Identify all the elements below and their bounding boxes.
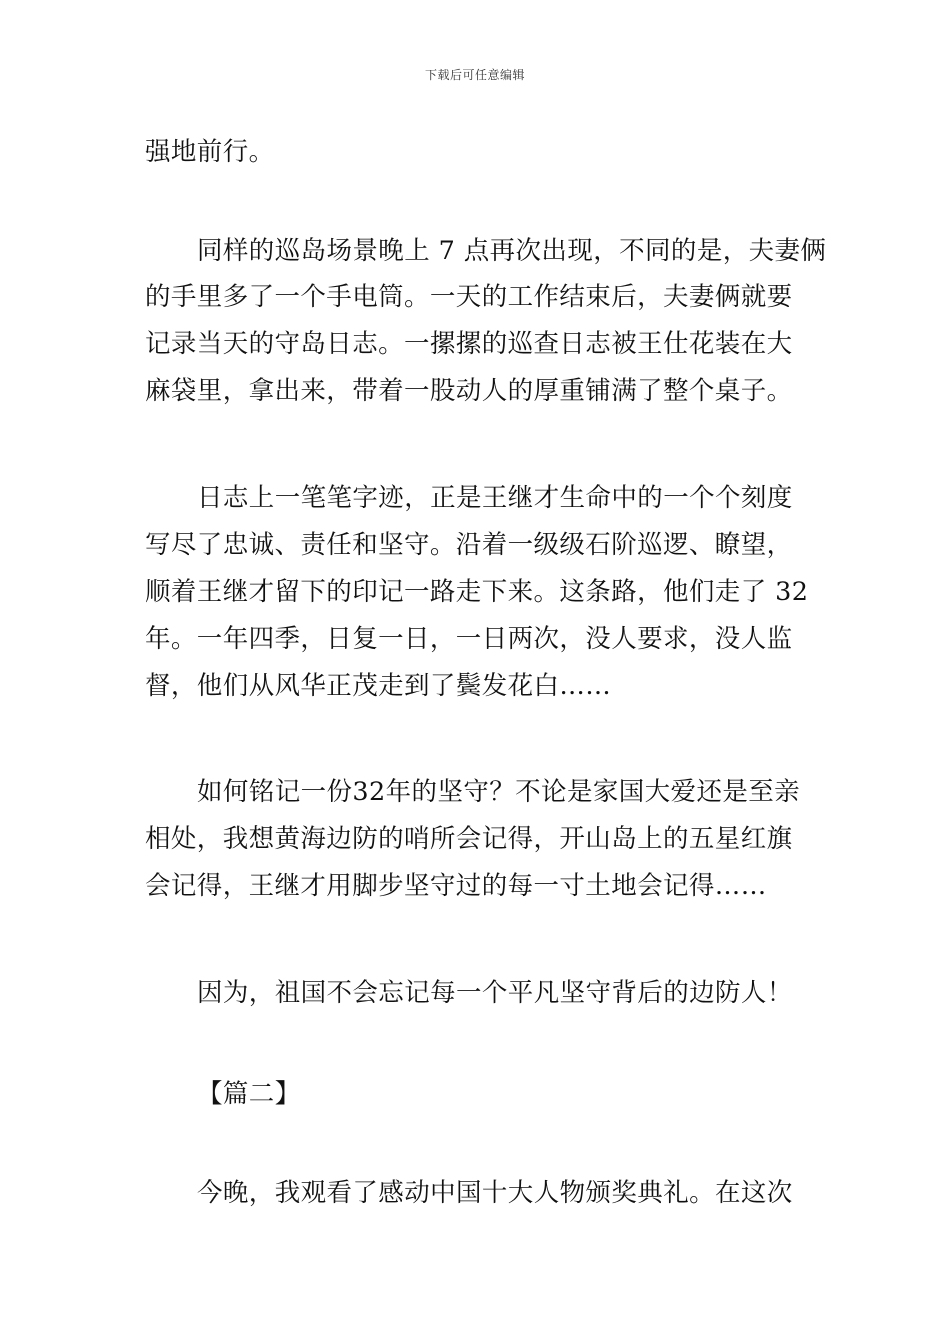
text-line: 督，他们从风华正茂走到了鬓发花白…… [145, 671, 612, 701]
text-line: 的手里多了一个手电筒。一天的工作结束后，夫妻俩就要 [145, 282, 793, 312]
paragraph-first-line: 同样的巡岛场景晚上 7 点再次出现，不同的是，夫妻俩 [197, 236, 827, 266]
text-line: 相处，我想黄海边防的哨所会记得，开山岛上的五星红旗 [145, 824, 793, 854]
section-heading: 【篇二】 [197, 1079, 301, 1109]
text-line: 强地前行。 [145, 137, 275, 167]
text-line: 麻袋里，拿出来，带着一股动人的厚重铺满了整个桌子。 [145, 376, 793, 406]
paragraph-first-line: 日志上一笔笔字迹，正是王继才生命中的一个个刻度 [197, 483, 793, 513]
paragraph-first-line: 今晚，我观看了感动中国十大人物颁奖典礼。在这次 [197, 1178, 793, 1208]
page-header: 下载后可任意编辑 [424, 68, 525, 82]
text-line: 记录当天的守岛日志。一摞摞的巡查日志被王仕花装在大 [145, 329, 793, 359]
text-line: 顺着王继才留下的印记一路走下来。这条路，他们走了 32 [145, 577, 809, 607]
text-line: 写尽了忠诚、责任和坚守。沿着一级级石阶巡逻、瞭望， [145, 530, 793, 560]
text-line: 会记得，王继才用脚步坚守过的每一寸土地会记得…… [145, 871, 767, 901]
text-line: 年。一年四季，日复一日，一日两次，没人要求，没人监 [145, 624, 793, 654]
paragraph-first-line: 如何铭记一份32年的坚守？不论是家国大爱还是至亲 [197, 777, 801, 807]
paragraph-first-line: 因为，祖国不会忘记每一个平凡坚守背后的边防人！ [197, 978, 793, 1008]
